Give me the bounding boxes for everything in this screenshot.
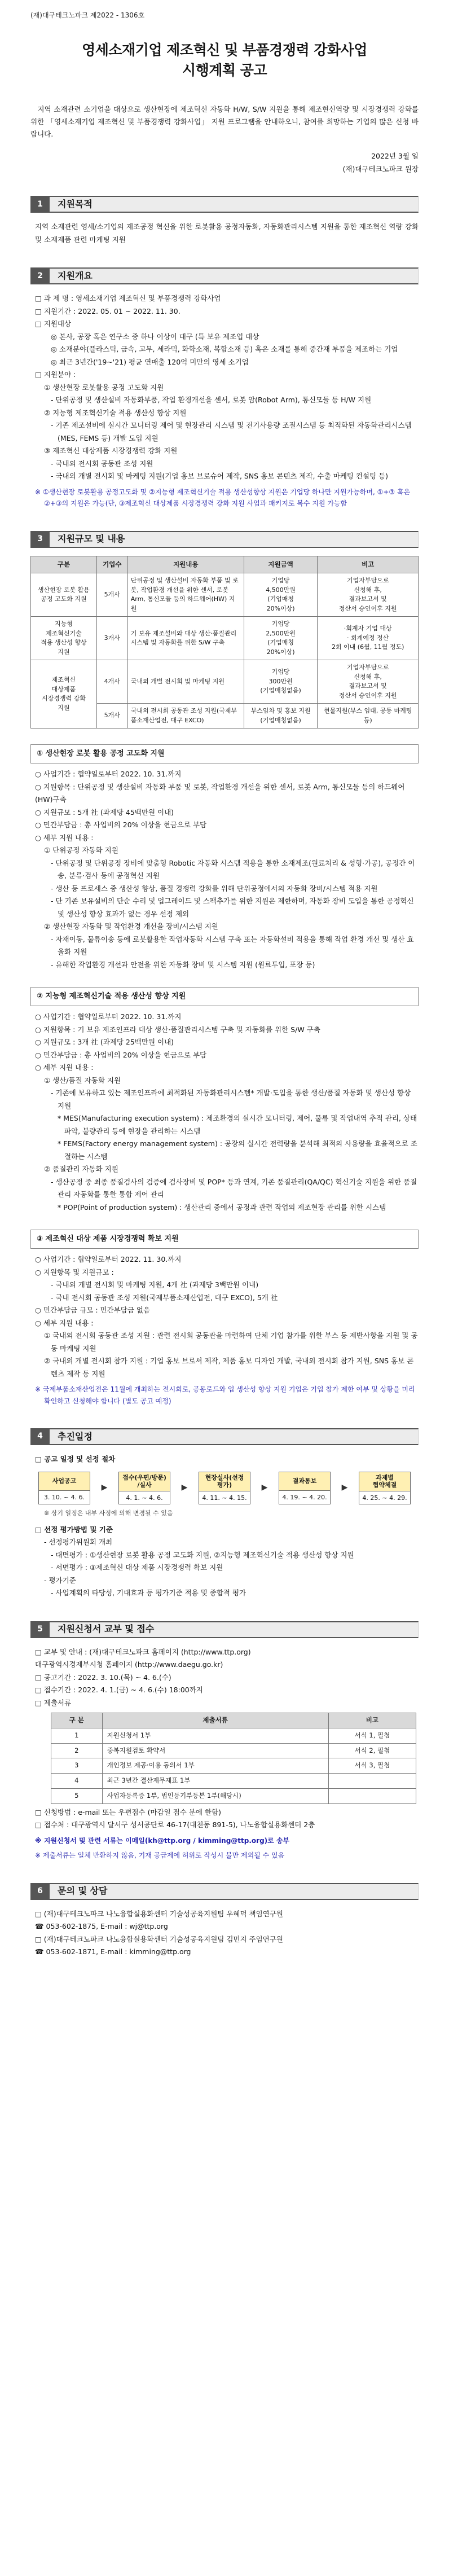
intro-paragraph [30,103,419,141]
table-row [31,573,419,617]
schedule-step [359,1472,411,1504]
table-header-row [51,1713,416,1728]
program-1-heading: ① 생산현장 로봇 활용 공정 고도화 지원 [30,744,419,763]
col-header-amount: 지원금액 [244,556,318,573]
list-item: - 단 기존 보유설비의 단순 수리 및 업그레이드 및 스팩추가를 위한 지원은 제한하며, 자동화 장비 도입을 통한 공정혁신 및 생산성 향상 효과가 없는 경우 선정 제외 [51,897,414,918]
section-title: 추진일정 [50,1428,419,1445]
program-1-details [30,763,419,971]
submission-note: ※ 지원신청서 및 관련 서류는 이메일(kh@ttp.org / kimming@ttp.org)로 송부 [35,1836,290,1845]
cell-note [328,1774,416,1789]
application-details [30,1646,419,1710]
section-1-header [30,196,419,213]
step-date: 4. 25. ~ 4. 29. [362,1494,407,1502]
cell-content: 국내외 개별 전시회 및 마케팅 지원 [127,660,244,704]
list-item: □ 교부 및 안내 : (재)대구테크노파크 홈페이지 (http://www.ttp.org) [35,1647,251,1656]
list-item: - 자재이동, 물류이송 등에 로봇활용한 작업자동화 시스템 구축 또는 자동화설비 적용을 통해 작업 환경 개선 및 생산 효율화 지원 [51,934,414,956]
list-item: ○ 지원항목 및 지원규모 : [35,1267,114,1276]
step-date: 4. 1. ~ 4. 6. [126,1494,163,1502]
list-item: □ 접수기간 : 2022. 4. 1.(금) ~ 4. 6.(수) 18:00까지 [35,1686,203,1694]
return-note: ※ 제출서류는 일체 반환하지 않음, 기재 공급제에 허위로 작성시 불만 제외될 수 있음 [35,1851,285,1860]
evaluation-subheading: □ 선정 평가방법 및 기준 [35,1525,113,1534]
step-date: 4. 19. ~ 4. 20. [282,1493,327,1501]
table-row [51,1774,416,1789]
section-number: 4 [30,1428,50,1445]
table-header-row [31,556,419,573]
arrow-right-icon: ▶ [261,1482,268,1492]
cell-amount: 기업당 2,500만원 (기업매칭 20%이상) [244,617,318,660]
program-3-details [30,1249,419,1380]
program-2-details [30,1006,419,1214]
list-item: - 국내외 개별 전시회 및 마케팅 지원(기업 홍보 브로슈어 제작, SNS 홍보 콘텐츠 제작, 수출 마케팅 컨설팅 등) [51,472,388,481]
arrow-right-icon: ▶ [101,1482,108,1492]
cell-category: 제조혁신 대상제품 시장경쟁력 강화 지원 [31,660,97,729]
list-item: ○ 민간부담금 : 총 사업비의 20% 이상을 현금으로 부담 [35,820,207,830]
list-item: - 기존 제조설비에 실시간 모니터링 제어 및 현장관리 시스템 및 전기사용량 조절시스템 등 최적화된 자동화관리시스템(MES, FEMS 등) 개발 도입 지원 [51,421,412,442]
program-3-heading: ③ 제조혁신 대상 제품 시장경쟁력 확보 지원 [30,1230,419,1249]
list-item: ○ 지원항목 : 단위공정 및 생산설비 자동화 부품 및 로봇, 작업환경 개선을 위한 센서, 로봇 Arm, 통신모듈 등의 하드웨어(HW)구축 [35,782,405,804]
cell-count: 3개사 [96,617,127,660]
step-title: 과제별 협약체결 [359,1472,410,1492]
cell-remarks: 기업자부담으로 신청해 후, 결과보고서 및 정산서 승인이후 지원 [318,573,419,617]
application-method [30,1806,419,1832]
title-line-1: 영세소재기업 제조혁신 및 부품경쟁력 강화사업 [82,41,367,58]
support-program-table [30,556,419,729]
list-item: - 생산공정 중 최종 품질검사의 검증에 검사장비 및 POP* 등과 연계, 기존 품질관리(QA/QC) 혁신기술 지원을 위한 품질관리 자동화를 통한 통합 제어 관리 [51,1177,417,1199]
intro-text: 지역 소재관련 소기업을 대상으로 생산현장에 제조혁신 자동화 H/W, S/W 지원을 통해 제조현신역량 및 시장경쟁력 강화를 위한 「영세소재기업 제조혁신 및 부품경쟁력 강화사업」 지원 프로그램을 안내하오니, 참여를 희망하는 기업의 많은 신청 바랍니다. [30,105,419,138]
list-item: ○ 지원항목 : 기 보유 제조인프라 대상 생산·품질관리시스템 구축 및 자동화를 위한 S/W 구축 [35,1025,320,1034]
list-item: - 대면평가 : ①생산현장 로봇 활용 공정 고도화 지원, ②지능형 제조혁신기술 적용 생산성 향상 지원 [51,1550,354,1559]
list-item: □ 지원분야 : [35,370,76,379]
list-item: - 단위공정 및 생산설비 자동화부품, 작업 환경개선을 센서, 로봇 암(Robot Arm), 통신모듈 등 H/W 지원 [51,396,372,405]
cell-no: 3 [51,1758,103,1774]
step-date: 4. 11. ~ 4. 15. [202,1494,247,1502]
list-item: ○ 사업기간 : 협약일로부터 2022. 10. 31.까지 [35,770,182,779]
list-item: □ (재)대구테크노파크 나노융합실용화센터 기술성공육지원팀 김민지 주임연구원 [35,1934,283,1943]
cell-category: 생산현장 로봇 활용 공정 고도화 지원 [31,573,97,617]
list-item: - 생산 등 프로세스 중 생산성 향상, 품질 경쟁력 강화를 위해 단위공정에서의 자동화 장비/시스템 적용 지원 [51,884,378,893]
cell-no: 5 [51,1789,103,1804]
section-5-header [30,1621,419,1638]
list-item: ☎ 053-602-1875, E-mail : wj@ttp.org [35,1922,168,1931]
list-item: * FEMS(Factory energy management system) : 공장의 실시간 전력량을 분석해 최적의 사용량을 효율적으로 조절하는 시스템 [58,1139,417,1161]
table-row [51,1743,416,1758]
cell-content: 기 보유 제조설비와 대상 생산·품질관리시스템 및 자동화를 위한 S/W 구축 [127,617,244,660]
col-header-no: 구 분 [51,1713,103,1728]
schedule-step [38,1472,90,1504]
title-line-2: 시행계획 공고 [182,62,267,78]
issuing-organization: (재)대구테크노파크 원장 [342,165,419,174]
cell-content: 국내외 전시회 공동관 조성 지원(국제부품소재산업전, 대구 EXCO) [127,704,244,729]
section-number: 5 [30,1621,50,1638]
col-header-document: 제출서류 [102,1713,328,1728]
program-3-note: ※ 국제부품소재산업전은 11월에 개최하는 전시회로, 공동로드와 업 생산성 향상 지원 기업은 기업 참가 제한 여부 및 상황을 미리 확인하고 신청해야 합니다 (별도 공고 예정) [35,1385,415,1405]
section-2-list [30,292,419,483]
cell-remarks: 기업자부담으로 신청해 후, 결과보고서 및 정산서 승인이후 지원 [318,660,419,704]
list-item: - 서면평가 : ③제조혁신 대상 제품 시장경쟁력 확보 지원 [51,1563,223,1572]
cell-remarks: 현물지원(부스 임대, 공동 마케팅 등) [318,704,419,729]
section-title: 지원목적 [50,196,419,213]
section-6-header [30,1883,419,1900]
list-item: ○ 세부 지원 내용 : [35,1063,94,1072]
section-2-note: ※ ①생산현장 로봇활용 공정고도화 및 ②지능형 제조혁신기술 적용 생산성향상 지원은 기업당 하나만 지원가능하며, ①+③ 혹은 ②+③의 지원은 가능(단, ③제조혁신 대상제품 시장경쟁력 강화 지원 사업과 패키지로 복수 지원 가능함 [35,488,411,508]
schedule-subheading: □ 공고 일정 및 선정 절차 [35,1455,116,1464]
list-item: ① 국내외 전시회 공동관 조성 지원 : 관련 전시회 공동관을 마련하여 단체 기업 참가를 위한 부스 등 제반사항을 지원 및 공동 마케팅 지원 [44,1331,418,1353]
step-title: 사업공고 [39,1472,90,1491]
arrow-right-icon: ▶ [341,1482,348,1492]
section-title: 지원신청서 교부 및 접수 [50,1621,419,1638]
cell-content: 단위공정 및 생산설비 자동화 부품 및 로봇, 작업환경 개선을 위한 센서, 로봇 Arm, 통신모듈 등의 하드웨어(HW) 지원 [127,573,244,617]
cell-count: 5개사 [96,704,127,729]
list-item: ① 생산현장 로봇활용 공정 고도화 지원 [44,383,164,392]
cell-document: 최근 3년간 결산재무제표 1부 [102,1774,328,1789]
required-documents-table [51,1713,416,1804]
list-item: ○ 사업기간 : 협약일로부터 2022. 11. 30.까지 [35,1255,182,1264]
cell-document: 개인정보 제공·이용 동의서 1부 [102,1758,328,1774]
cell-amount: 부스임차 및 홍보 지원 (기업매칭없음) [244,704,318,729]
list-item: ◎ 본사, 공장 혹은 연구소 중 하나 이상이 대구 (특 보유 제조업 대상 [51,332,259,341]
document-title [30,40,419,81]
list-item: - 사업계획의 타당성, 기대효과 등 평가기준 적용 및 종합적 평가 [51,1588,246,1597]
list-item: □ 신청방법 : e-mail 또는 우편접수 (마감일 접수 분에 한함) [35,1807,221,1816]
schedule-step [118,1472,170,1504]
list-item: □ 과 제 명 : 영세소재기업 제조혁신 및 부품경쟁력 강화사업 [35,294,221,303]
document-number: (재)대구테크노파크 제2022 - 1306호 [30,11,145,19]
step-title: 현장실사(선정 평가) [199,1472,250,1492]
list-item: □ 지원기간 : 2022. 05. 01 ~ 2022. 11. 30. [35,306,181,315]
list-item: - 국내 전시회 공동관 조성 지원(국제부품소재산업전, 대구 EXCO), 5개 社 [51,1293,278,1302]
cell-note [328,1789,416,1804]
list-item: - 유해한 작업환경 개선과 안전을 위한 자동화 장비 및 시스템 지원 (원료투입, 포장 등) [51,960,315,969]
announcement-date: 2022년 3월 일 [371,151,419,160]
step-title: 결과통보 [279,1472,330,1491]
cell-category: 지능형 제조혁신기술 적용 생산성 향상 지원 [31,617,97,660]
section-number: 6 [30,1883,50,1900]
col-header-category: 구분 [31,556,97,573]
list-item: ② 생산현장 자동화 및 작업환경 개선을 장비/시스템 지원 [44,922,218,931]
list-item: ◎ 최근 3년간('19~'21) 평균 연매출 120억 미만의 영세 소기업 [51,357,249,366]
section-title: 지원규모 및 내용 [50,531,419,548]
cell-count: 4개사 [96,660,127,704]
list-item: □ (재)대구테크노파크 나노융합실용화센터 기술성공육지원팀 우혜덕 책임연구원 [35,1909,283,1918]
section-number: 1 [30,196,50,213]
list-item: - 국내외 전시회 공동관 조성 지원 [51,459,153,468]
list-item: ☎ 053-602-1871, E-mail : kimming@ttp.org [35,1947,191,1956]
list-item: ○ 세부 지원 내용 : [35,833,94,842]
cell-no: 2 [51,1743,103,1758]
cell-document: 지원신청서 1부 [102,1728,328,1743]
step-title: 접수(우편/방문) /실사 [119,1472,170,1492]
list-item: ② 지능형 제조혁신기술 적용 생산성 향상 지원 [44,408,187,417]
list-item: □ 지원대상 [35,319,72,328]
table-row [31,660,419,704]
section-number: 2 [30,267,50,284]
cell-remarks: ·회계자 기업 대상 · 회계예정 정산 2회 이내 (6월, 11월 정도) [318,617,419,660]
list-item: ○ 지원규모 : 5개 社 (과제당 45백만원 이내) [35,808,174,817]
schedule-note: ※ 상기 일정은 내부 사정에 의해 변경될 수 있음 [44,1509,173,1517]
col-header-remarks: 비고 [318,556,419,573]
schedule-step [279,1472,331,1504]
evaluation-details [30,1536,419,1600]
arrow-right-icon: ▶ [181,1482,188,1492]
list-item: - 선정평가위원회 개최 [44,1538,113,1546]
list-item: ① 생산/품질 자동화 지원 [44,1076,121,1085]
list-item: ③ 제조혁신 대상제품 시장경쟁력 강화 지원 [44,446,178,455]
list-item: - 평가기준 [44,1576,76,1585]
table-row [31,617,419,660]
list-item: - 기존에 보유하고 있는 제조인프라에 최적화된 자동화관리시스템* 개발·도입을 통한 생산/품질 자동화 및 생산성 향상 지원 [51,1089,411,1110]
table-row [51,1728,416,1743]
schedule-step [199,1472,250,1504]
cell-amount: 기업당 300만원 (기업매칭없음) [244,660,318,704]
list-item: ○ 사업기간 : 협약일로부터 2022. 10. 31.까지 [35,1012,182,1021]
list-item: ② 품질관리 자동화 지원 [44,1165,118,1174]
list-item: ○ 민간부담금 : 총 사업비의 20% 이상을 현금으로 부담 [35,1050,207,1059]
cell-note: 서식 2, 필첨 [328,1743,416,1758]
cell-amount: 기업당 4,500만원 (기업매칭 20%이상) [244,573,318,617]
required-documents-wrap [51,1713,416,1804]
list-item: ◎ 소재분야(플라스틱, 금속, 고무, 세라믹, 화학소재, 복합소재 등) 혹은 소재를 통해 중간재 부품을 제조하는 기업 [51,345,398,354]
cell-document: 사업자등록증 1부, 법인등기부등본 1부(해당시) [102,1789,328,1804]
section-4-header [30,1428,419,1445]
list-item: * MES(Manufacturing execution system) : 제조환경의 실시간 모니터링, 제어, 물류 및 작업내역 추적 관리, 상태파악, 불량관리 등에 현장을 관리하는 시스템 [58,1114,417,1135]
col-header-count: 기업수 [96,556,127,573]
list-item: ○ 민간부담금 규모 : 민간부담금 없음 [35,1306,151,1315]
cell-note: 서식 1, 필첨 [328,1728,416,1743]
cell-count: 5개사 [96,573,127,617]
col-header-note: 비고 [328,1713,416,1728]
cell-document: 중복지원검토 확약서 [102,1743,328,1758]
cell-note: 서식 3, 필첨 [328,1758,416,1774]
table-row [51,1789,416,1804]
section-3-header [30,531,419,548]
list-item: - 국내외 개별 전시회 및 마케팅 지원, 4개 社 (과제당 3백만원 이내) [51,1280,259,1289]
cell-no: 1 [51,1728,103,1743]
schedule-flow [38,1472,411,1504]
section-number: 3 [30,531,50,548]
section-title: 문의 및 상담 [50,1883,419,1900]
cell-no: 4 [51,1774,103,1789]
step-date: 3. 10. ~ 4. 6. [43,1493,85,1501]
list-item: ○ 세부 지원 내용 : [35,1318,94,1327]
program-2-heading: ② 지능형 제조혁신기술 적용 생산성 향상 지원 [30,987,419,1006]
section-1-body: 지역 소재관련 영세/소기업의 제조공정 혁신을 위한 로봇활용 공정자동화, 자동화관리시스템 지원을 통한 제조혁신 역량 강화 및 소재제품 관련 마케팅 지원 [35,222,419,244]
section-2-header [30,267,419,284]
list-item: ② 국내외 개별 전시회 참가 지원 : 기업 홍보 브로셔 제작, 제품 홍보 디자인 개발, 국내외 전시회 참가 지원, SNS 홍보 콘텐츠 제작 등 지원 [44,1357,414,1378]
list-item: □ 접수처 : 대구광역시 달서구 성서공단로 46-17(대천동 891-5), 나노융합실용화센터 2층 [35,1820,315,1829]
col-header-content: 지원내용 [127,556,244,573]
list-item: ① 단위공정 자동화 지원 [44,846,118,855]
list-item: - 단위공정 및 단위공정 장비에 맞춤형 Robotic 자동화 시스템 적용을 통한 소재제조(원료처리 & 성형·가공), 공정간 이송, 분류·검사 등에 공정혁신 지원 [51,858,415,880]
section-title: 지원개요 [50,267,419,284]
table-row [51,1758,416,1774]
contact-details [30,1908,419,1959]
list-item: 대구광역시경제부시청 홈페이지 (http://www.daegu.go.kr) [35,1660,223,1669]
list-item: □ 제출서류 [35,1698,72,1707]
list-item: ○ 지원규모 : 3개 社 (과제당 25백만원 이내) [35,1038,174,1047]
list-item: * POP(Point of production system) : 생산관리 중에서 공정과 관련 작업의 제조현장 관리를 위한 시스템 [58,1203,386,1212]
list-item: □ 공고기간 : 2022. 3. 10.(목) ~ 4. 6.(수) [35,1673,171,1682]
